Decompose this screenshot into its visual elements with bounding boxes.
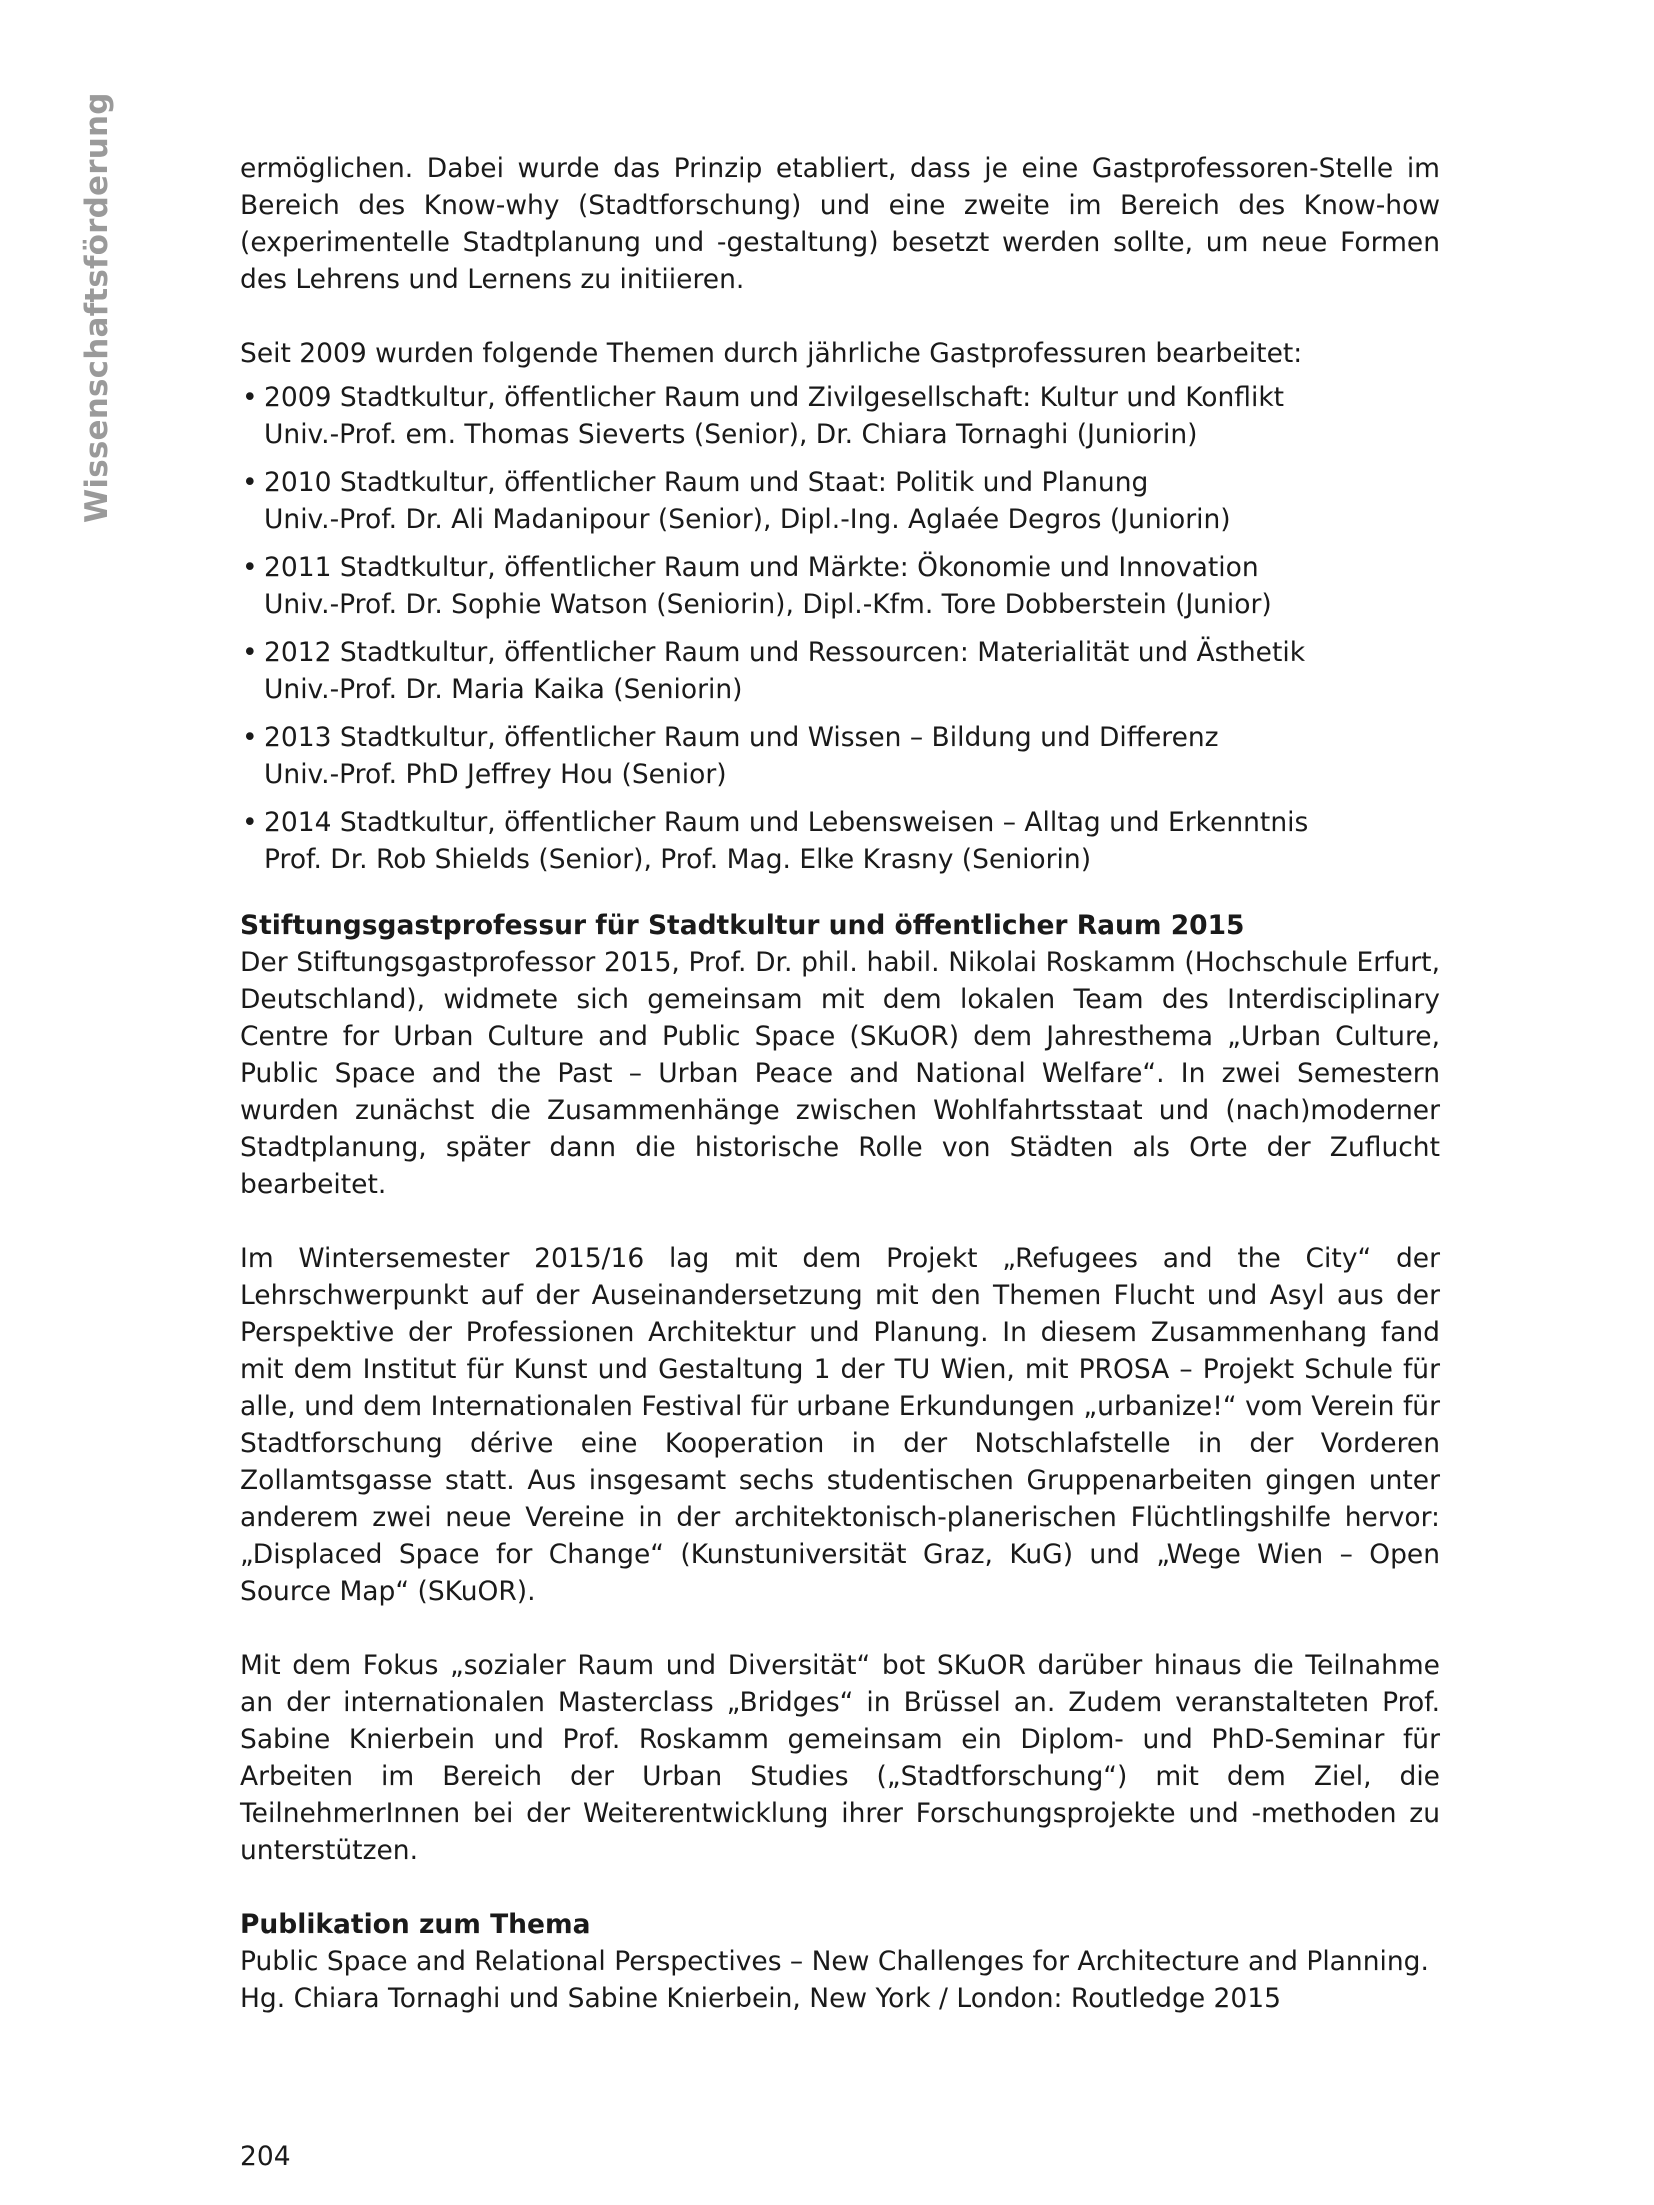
spacer — [240, 298, 1440, 335]
theme-people: Univ.-Prof. Dr. Maria Kaika (Seniorin) — [264, 674, 743, 705]
theme-topic: 2012 Stadtkultur, öffentlicher Raum und Ressourcen: Materialität und Ästhetik — [264, 637, 1306, 668]
intro-paragraph: ermöglichen. Dabei wurde das Prinzip etabliert, dass je eine Gastprofessoren-Stelle im Bereich des Know-why (Stadtforschung) und eine zweite im Bereich des Know-how (experimentelle Stadtplanung und -gestaltung) besetzt werden sollte, um neue Formen des Lehrens und Lernens zu initiieren. — [240, 153, 1440, 295]
theme-people: Prof. Dr. Rob Shields (Senior), Prof. Mag. Elke Krasny (Seniorin) — [264, 844, 1092, 875]
theme-people: Univ.-Prof. Dr. Sophie Watson (Seniorin), Dipl.-Kfm. Tore Dobberstein (Junior) — [264, 589, 1272, 620]
spacer — [240, 889, 1440, 907]
bullet-icon: • — [242, 382, 258, 413]
list-item — [240, 549, 1440, 623]
list-item — [240, 804, 1440, 878]
bullet-icon: • — [242, 552, 258, 583]
side-section-label: Wissenschaftsförderung — [79, 92, 115, 523]
page-number: 204 — [240, 2141, 291, 2172]
paragraph-2015-2: Im Wintersemester 2015/16 lag mit dem Projekt „Refugees and the City“ der Lehrschwerpunkt auf der Auseinandersetzung mit den Themen Flucht und Asyl aus der Perspektive der Professionen Architektur und Planung. In diesem Zusammenhang fand mit dem Institut für Kunst und Gestaltung 1 der TU Wien, mit PROSA – Projekt Schule für alle, und dem Internationalen Festival für urbane Erkundungen „urbanize!“ vom Verein für Stadtforschung dérive eine Kooperation in der Notschlafstelle in der Vorderen Zollamtsgasse statt. Aus insgesamt sechs studentischen Gruppenarbeiten gingen unter anderem zwei neue Vereine in der architektonisch-planerischen Flüchtlingshilfe hervor: „Displaced Space for Change“ (Kunstuniversität Graz, KuG) und „Wege Wien – Open Source Map“ (SKuOR). — [240, 1243, 1440, 1607]
list-item — [240, 379, 1440, 453]
paragraph-2015-1: Der Stiftungsgastprofessor 2015, Prof. Dr. phil. habil. Nikolai Roskamm (Hochschule Erfurt, Deutschland), widmete sich gemeinsam mit dem lokalen Team des Interdisciplinary Centre for Urban Culture and Public Space (SKuOR) dem Jahresthema „Urban Culture, Public Space and the Past – Urban Peace and National Welfare“. In zwei Semestern wurden zunächst die Zusammenhänge zwischen Wohlfahrtsstaat und (nach)moderner Stadtplanung, später dann die historische Rolle von Städten als Orte der Zuflucht bearbeitet. — [240, 947, 1440, 1200]
publication-text: Public Space and Relational Perspectives – New Challenges for Architecture and Planning. Hg. Chiara Tornaghi und Sabine Knierbein, New York / London: Routledge 2015 — [240, 1946, 1429, 2014]
page-content — [240, 150, 1440, 2017]
theme-people: Univ.-Prof. em. Thomas Sieverts (Senior), Dr. Chiara Tornaghi (Juniorin) — [264, 419, 1198, 450]
themes-list — [240, 379, 1440, 878]
spacer — [240, 1203, 1440, 1240]
theme-topic: 2011 Stadtkultur, öffentlicher Raum und Märkte: Ökonomie und Innovation — [264, 552, 1259, 583]
spacer — [240, 1610, 1440, 1647]
theme-people: Univ.-Prof. PhD Jeffrey Hou (Senior) — [264, 759, 727, 790]
publication-heading: Publikation zum Thema — [240, 1909, 591, 1940]
bullet-icon: • — [242, 722, 258, 753]
theme-topic: 2013 Stadtkultur, öffentlicher Raum und Wissen – Bildung und Differenz — [264, 722, 1219, 753]
theme-topic: 2014 Stadtkultur, öffentlicher Raum und Lebensweisen – Alltag und Erkenntnis — [264, 807, 1309, 838]
theme-topic: 2009 Stadtkultur, öffentlicher Raum und Zivilgesellschaft: Kultur und Konflikt — [264, 382, 1285, 413]
theme-topic: 2010 Stadtkultur, öffentlicher Raum und Staat: Politik und Planung — [264, 467, 1149, 498]
bullet-icon: • — [242, 807, 258, 838]
themes-intro: Seit 2009 wurden folgende Themen durch jährliche Gastprofessuren bearbeitet: — [240, 338, 1303, 369]
section-heading-2015: Stiftungsgastprofessur für Stadtkultur und öffentlicher Raum 2015 — [240, 910, 1245, 941]
spacer — [240, 1869, 1440, 1906]
theme-people: Univ.-Prof. Dr. Ali Madanipour (Senior), Dipl.-Ing. Aglaée Degros (Juniorin) — [264, 504, 1231, 535]
list-item — [240, 464, 1440, 538]
bullet-icon: • — [242, 467, 258, 498]
list-item — [240, 719, 1440, 793]
paragraph-2015-3: Mit dem Fokus „sozialer Raum und Diversität“ bot SKuOR darüber hinaus die Teilnahme an der internationalen Masterclass „Bridges“ in Brüssel an. Zudem veranstalteten Prof. Sabine Knierbein und Prof. Roskamm gemeinsam ein Diplom- und PhD-Seminar für Arbeiten im Bereich der Urban Studies („Stadtforschung“) mit dem Ziel, die TeilnehmerInnen bei der Weiterentwicklung ihrer Forschungsprojekte und -methoden zu unterstützen. — [240, 1650, 1440, 1866]
list-item — [240, 634, 1440, 708]
bullet-icon: • — [242, 637, 258, 668]
